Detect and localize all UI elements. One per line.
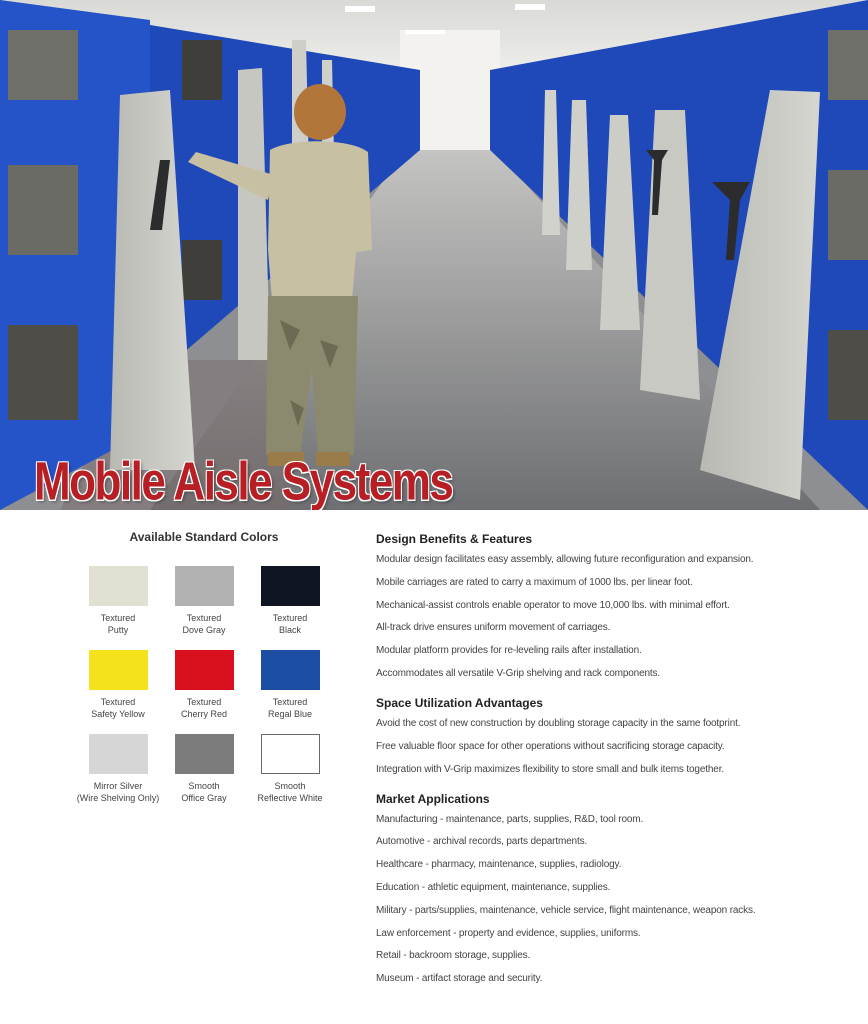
swatch-label: Textured Cherry Red [180, 697, 227, 719]
color-swatch [78, 650, 158, 720]
section-list [376, 718, 846, 776]
color-swatch [78, 734, 158, 804]
left-shelf-opening [8, 325, 78, 420]
list-item: Modular platform provides for re-leveling rails after installation. [376, 645, 642, 657]
color-swatch [250, 650, 330, 720]
list-item: Mobile carriages are rated to carry a maximum of 1000 lbs. per linear foot. [376, 576, 693, 588]
list-item: Manufacturing - maintenance, parts, supplies, R&D, tool room. [376, 813, 644, 825]
section-list [376, 554, 846, 680]
list-item: Education - athletic equipment, maintenance, supplies. [376, 881, 611, 893]
page-title: Mobile Aisle Systems [34, 452, 453, 510]
feature-section [376, 532, 846, 680]
ceiling-light [345, 6, 375, 12]
color-swatch [164, 650, 244, 720]
swatch-label: Textured Putty [100, 613, 136, 635]
list-item: Museum - artifact storage and security. [376, 973, 543, 985]
list-item: Retail - backroom storage, supplies. [376, 950, 531, 962]
list-item: Automotive - archival records, parts departments. [376, 836, 588, 848]
list-item: Free valuable floor space for other operations without sacrificing storage capacity. [376, 740, 725, 752]
color-swatch [164, 734, 244, 804]
swatch-label: Smooth Reflective White [257, 781, 323, 803]
features-column [376, 532, 846, 1001]
list-item: Integration with V-Grip maximizes flexibility to store small and bulk items together. [376, 763, 724, 775]
list-item: Mechanical-assist controls enable operator to move 10,000 lbs. with minimal effort. [376, 599, 730, 611]
swatch-label: Textured Black [272, 613, 308, 635]
swatch-grid [72, 566, 336, 804]
section-heading: Market Applications [376, 791, 490, 806]
swatch-chip [175, 650, 234, 690]
swatch-chip [175, 734, 234, 774]
feature-section [376, 696, 846, 776]
right-shelf-opening [828, 30, 868, 100]
list-item: Military - parts/supplies, maintenance, vehicle service, flight maintenance, weapon racks. [376, 904, 756, 916]
section-list [376, 814, 846, 986]
aisle-illustration [0, 0, 868, 510]
list-item: Accommodates all versatile V-Grip shelving and rack components. [376, 667, 661, 679]
right-shelf-opening [828, 170, 868, 260]
color-swatch [250, 566, 330, 636]
swatch-label: Textured Regal Blue [267, 697, 313, 719]
colors-panel [72, 530, 336, 804]
list-item: Avoid the cost of new construction by doubling storage capacity in the same footprint. [376, 717, 741, 729]
colors-heading: Available Standard Colors [129, 530, 279, 544]
left-shelf-opening [182, 40, 222, 100]
swatch-chip [261, 566, 320, 606]
section-heading: Space Utilization Advantages [376, 695, 543, 710]
right-shelf-opening [828, 330, 868, 420]
ceiling-light [515, 4, 545, 10]
list-item: All-track drive ensures uniform movement of carriages. [376, 622, 611, 634]
swatch-chip [89, 566, 148, 606]
swatch-label: Mirror Silver (Wire Shelving Only) [76, 781, 160, 803]
swatch-chip [175, 566, 234, 606]
swatch-label: Textured Dove Gray [182, 613, 226, 635]
left-shelf-opening [8, 165, 78, 255]
color-swatch [164, 566, 244, 636]
swatch-chip [89, 734, 148, 774]
left-shelf-opening [182, 240, 222, 300]
swatch-chip [261, 734, 320, 774]
left-shelf-opening [8, 30, 78, 100]
color-swatch [78, 566, 158, 636]
swatch-chip [89, 650, 148, 690]
feature-section [376, 792, 846, 986]
color-swatch [250, 734, 330, 804]
ceiling-light [405, 30, 445, 34]
list-item: Modular design facilitates easy assembly, allowing future reconfiguration and expansion. [376, 554, 754, 565]
hero-photo [0, 0, 868, 510]
swatch-chip [261, 650, 320, 690]
swatch-label: Smooth Office Gray [181, 781, 227, 803]
list-item: Law enforcement - property and evidence, supplies, uniforms. [376, 927, 641, 939]
list-item: Healthcare - pharmacy, maintenance, supplies, radiology. [376, 859, 622, 871]
section-heading: Design Benefits & Features [376, 532, 533, 546]
swatch-label: Textured Safety Yellow [91, 697, 145, 719]
